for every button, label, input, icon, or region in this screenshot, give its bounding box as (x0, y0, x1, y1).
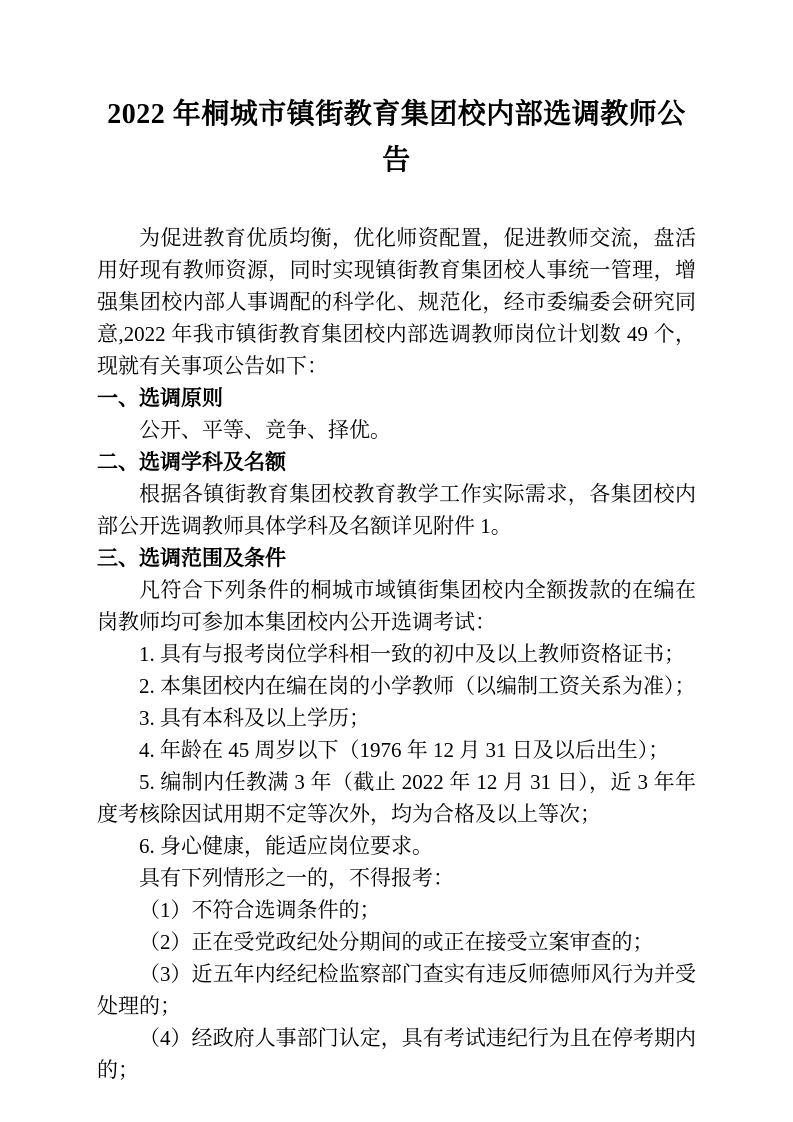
section-heading: 一、选调原则 (97, 386, 223, 410)
paragraph: 具有下列情形之一的，不得报考： (139, 866, 454, 890)
paragraph: （1）不符合选调条件的； (139, 898, 381, 922)
paragraph: （2）正在受党政纪处分期间的或正在接受立案审查的； (139, 930, 654, 954)
document-body (97, 222, 696, 1086)
section-heading: 三、选调范围及条件 (97, 546, 286, 570)
paragraph: 3. 具有本科及以上学历； (139, 706, 370, 730)
paragraph: （4）经政府人事部门认定，具有考试违纪行为且在停考期内的； (97, 1026, 696, 1082)
paragraph: 凡符合下列条件的桐城市域镇街集团校内全额拨款的在编在岗教师均可参加本集团校内公开选调考试： (97, 578, 696, 634)
paragraph: 公开、平等、竞争、择优。 (139, 418, 391, 442)
section-heading: 二、选调学科及名额 (97, 450, 286, 474)
paragraph: （3）近五年内经纪检监察部门查实有违反师德师风行为并受处理的； (97, 962, 696, 1018)
paragraph: 6. 身心健康，能适应岗位要求。 (139, 834, 433, 858)
paragraph: 2. 本集团校内在编在岗的小学教师（以编制工资关系为准）； (139, 674, 696, 698)
paragraph: 1. 具有与报考岗位学科相一致的初中及以上教师资格证书； (139, 642, 685, 666)
document-title: 2022 年桐城市镇街教育集团校内部选调教师公告 (107, 99, 686, 176)
paragraph: 4. 年龄在 45 周岁以下（1976 年 12 月 31 日及以后出生）； (139, 738, 670, 762)
paragraph: 5. 编制内任教满 3 年（截止 2022 年 12 月 31 日），近 3 年年度考核除因试用期不定等次外，均为合格及以上等次； (97, 770, 696, 826)
paragraph: 为促进教育优质均衡，优化师资配置，促进教师交流，盘活用好现有教师资源，同时实现镇街教育集团校人事统一管理，增强集团校内部人事调配的科学化、规范化，经市委编委会研究同意,2022 年我市镇街教育集团校内部选调教师岗位计划数 49 个，现就有关事项公告如下： (97, 226, 696, 378)
paragraph: 根据各镇街教育集团校教育教学工作实际需求，各集团校内部公开选调教师具体学科及名额详见附件 1。 (97, 482, 696, 538)
